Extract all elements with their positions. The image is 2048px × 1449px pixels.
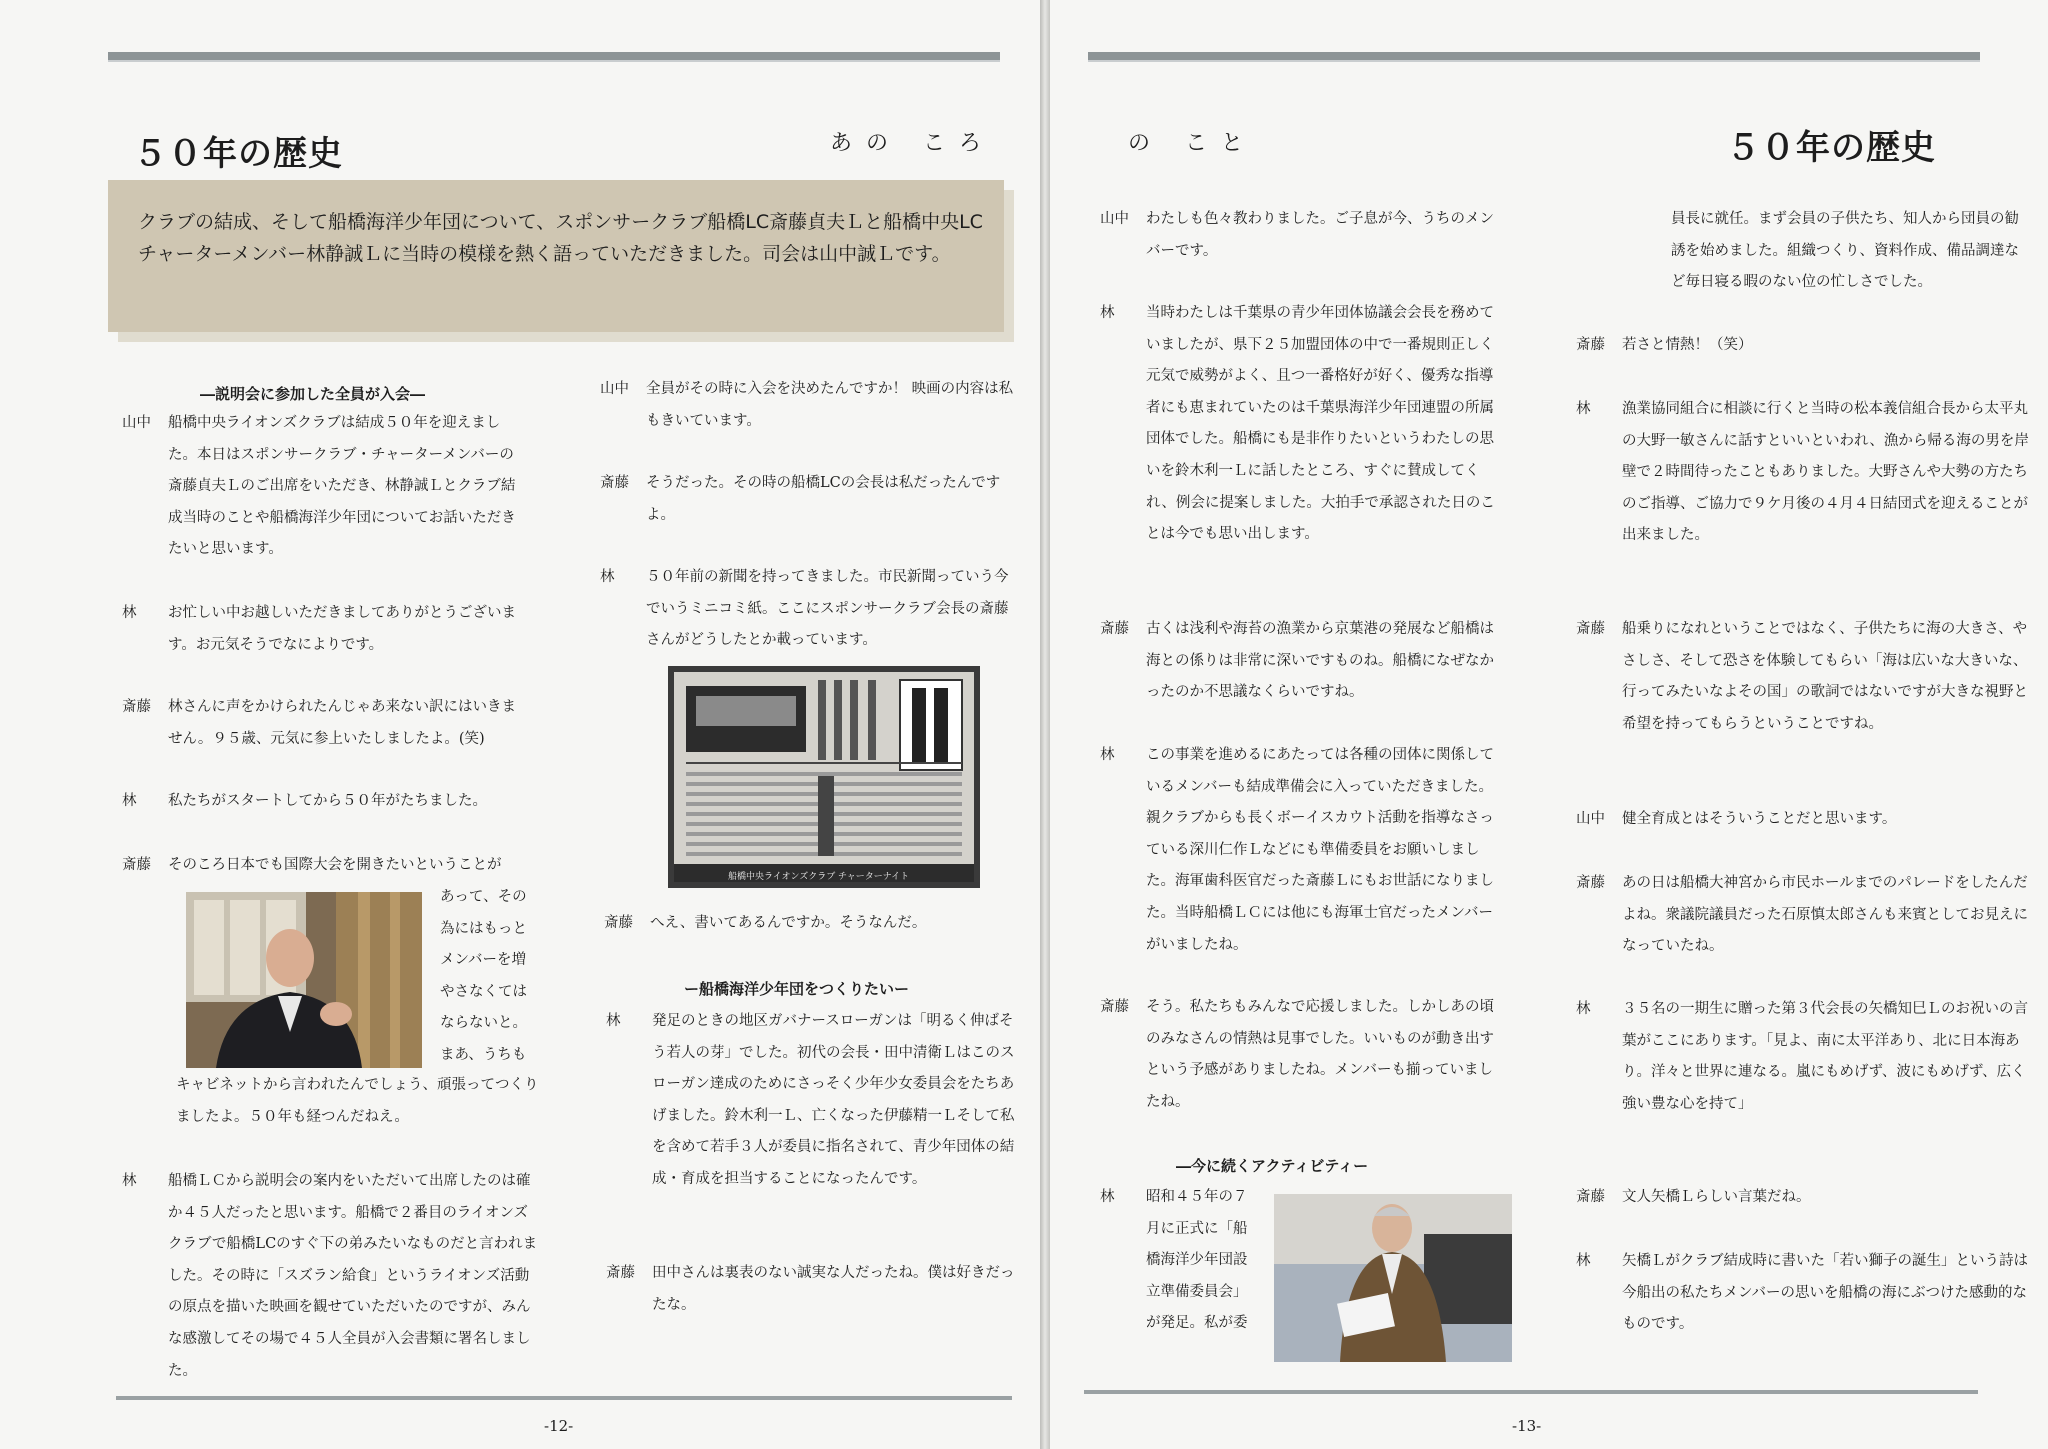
speaker-name: 斎藤 xyxy=(606,1265,635,1281)
dialogue-continuation xyxy=(1625,204,2029,299)
page-title: ５０年の歴史 xyxy=(133,134,343,174)
wrap-line: まあ、うちも xyxy=(440,1046,527,1063)
dialogue-text: ５０年前の新聞を持ってきました。市民新聞っていう今でいうミニコミ紙。ここにスポンサークラブ会長の斎藤さんがどうしたとか載っています。 xyxy=(646,569,1009,649)
speaker-name: 山中 xyxy=(122,415,151,431)
dialogue-entry xyxy=(122,408,522,566)
wrap-line: 橋海洋少年団設 xyxy=(1146,1252,1248,1269)
dialogue-entry xyxy=(1576,1246,2030,1341)
speaker-name: 斎藤 xyxy=(1576,875,1605,891)
dialogue-text: 員長に就任。まず会員の子供たち、知人から団員の勧誘を始めました。組織つくり、資料作成、備品調達など毎日寝る暇のない位の忙しさでした。 xyxy=(1671,211,2019,291)
dialogue-entry xyxy=(600,562,1015,657)
dialogue-entry xyxy=(122,598,522,661)
dialogue-entry xyxy=(1576,994,2030,1120)
wrap-line: ならないと。 xyxy=(440,1015,527,1032)
intro-box xyxy=(108,180,1004,332)
bottom-rule xyxy=(116,1396,1012,1400)
speaker-name: 斎藤 xyxy=(600,475,629,491)
right-page xyxy=(1050,0,2048,1449)
dialogue-entry xyxy=(122,786,522,818)
page-subtitle: の こと xyxy=(1128,131,1257,156)
speaker-name: 林 xyxy=(1576,401,1591,417)
dialogue-text: 船乗りになれということではなく、子供たちに海の大きさ、やさしさ、そして恐さを体験してもらい「海は広いな大きいな、行ってみたいなよその国」の歌詞ではないですが大きな視野と希望を持ってもらうということですね。 xyxy=(1622,621,2028,732)
book-gutter xyxy=(1040,0,1050,1449)
photo-elderly-man xyxy=(186,892,422,1068)
dialogue-text: あの日は船橋大神宮から市民ホールまでのパレードをしたんだよね。衆議院議員だった石原慎太郎さんも来賓としてお見えになっていたね。 xyxy=(1622,875,2028,955)
dialogue-text: キャビネットから言われたんでしょう、頑張ってつくりましたよ。５０年も経つんだねえ。 xyxy=(176,1077,539,1125)
newspaper-caption: 船橋中央ライオンズクラブ チャーターナイト xyxy=(728,872,910,882)
dialogue-entry xyxy=(1576,868,2030,963)
dialogue-entry xyxy=(1100,1182,1260,1340)
wrapped-text-lines xyxy=(440,882,560,1072)
speaker-name: 林 xyxy=(600,569,615,585)
dialogue-entry xyxy=(606,1258,1021,1321)
speaker-name: 林 xyxy=(1576,1001,1591,1017)
dialogue-entry xyxy=(604,908,1019,940)
dialogue-entry xyxy=(1576,330,2026,362)
dialogue-entry xyxy=(1576,1182,2030,1214)
page-number: -12- xyxy=(544,1417,574,1435)
dialogue-text: 全員がその時に入会を決めたんですか！ 映画の内容は私もきいています。 xyxy=(646,381,1014,429)
speaker-name: 斎藤 xyxy=(122,857,151,873)
dialogue-continuation xyxy=(176,1070,546,1133)
speaker-name: 斎藤 xyxy=(1576,337,1605,353)
wrap-line: 月に正式に「船 xyxy=(1146,1220,1248,1237)
dialogue-lines xyxy=(1146,1182,1260,1340)
newspaper-clipping-photo xyxy=(668,666,980,888)
dialogue-text: へえ、書いてあるんですか。そうなんだ。 xyxy=(650,915,927,931)
dialogue-entry xyxy=(1100,204,1500,267)
dialogue-text: 若さと情熱！（笑） xyxy=(1622,337,1753,353)
speaker-name: 斎藤 xyxy=(604,915,633,931)
dialogue-entry xyxy=(122,692,522,755)
dialogue-entry xyxy=(1100,298,1504,551)
dialogue-text: 当時わたしは千葉県の青少年団体協議会会長を務めていましたが、県下２５加盟団体の中で一番規則正しく元気で威勢がよく、且つ一番格好が好く、優秀な指導者にも恵まれていたのは千葉県海洋少年団連盟の所属団体でした。船橋にも是非作りたいというわたしの思いを鈴木利一Ｌに話したところ、すぐに賛成してくれ、例会に提案しました。大拍手で承認された日のことは今でも思い出します。 xyxy=(1146,305,1495,543)
dialogue-entry xyxy=(1100,614,1504,709)
dialogue-text: わたしも色々教わりました。ご子息が今、うちのメンバーです。 xyxy=(1146,211,1494,259)
wrap-line: が発足。私が委 xyxy=(1146,1315,1248,1332)
speaker-name: 林 xyxy=(1100,747,1115,763)
dialogue-text: この事業を進めるにあたっては各種の団体に関係しているメンバーも結成準備会に入っていただきました。親クラブからも長くボーイスカウト活動を指導なさっている深川仁作Ｌなどにも準備委員をお願いしました。海軍歯科医官だった斎藤Ｌにもお世話になりました。当時船橋ＬＣには他にも海軍士官だったメンバーがいましたね。 xyxy=(1146,747,1494,953)
page-subtitle: あの ころ xyxy=(830,131,995,156)
wrap-line: 立準備委員会」 xyxy=(1146,1283,1248,1300)
wrap-line: 為にはもっと xyxy=(440,920,527,937)
speaker-name: 林 xyxy=(122,793,137,809)
dialogue-text: 発足のときの地区ガバナースローガンは「明るく伸ばそう若人の芽」でした。初代の会長・田中清衛Ｌはこのスローガン達成のためにさっそく少年少女委員会をたちあげました。鈴木利一Ｌ、亡くなった伊藤精一Ｌそして私を含めて若手３人が委員に指名されて、青少年団体の結成・育成を担当することになったんです。 xyxy=(652,1013,1015,1187)
bottom-rule xyxy=(1084,1390,1978,1394)
dialogue-entry xyxy=(1576,804,2030,836)
speaker-name: 斎藤 xyxy=(1576,621,1605,637)
speaker-name: 斎藤 xyxy=(1100,621,1129,637)
dialogue-text: 林さんに声をかけられたんじゃあ来ない訳にはいきません。９５歳、元気に参上いたしましたよ。(笑) xyxy=(168,699,516,747)
dialogue-text: ３５名の一期生に贈った第３代会長の矢橋知巳Ｌのお祝いの言葉がここにあります。「見よ、南に太平洋あり、北に日本海あり。洋々と世界に連なる。嵐にもめげず、波にもめげず、広く強い豊な心を持て」 xyxy=(1622,1001,2028,1112)
section-heading: ―説明会に参加した全員が入会― xyxy=(200,385,426,403)
speaker-name: 林 xyxy=(1100,1189,1115,1205)
photo-man-reading xyxy=(1274,1194,1512,1362)
dialogue-entry xyxy=(606,1006,1021,1196)
wrap-line: 昭和４５年の７ xyxy=(1146,1189,1248,1205)
dialogue-text: 田中さんは裏表のない誠実な人だったね。僕は好きだったな。 xyxy=(652,1265,1015,1313)
dialogue-text: 文人矢橋Ｌらしい言葉だね。 xyxy=(1622,1189,1811,1205)
dialogue-entry xyxy=(1576,614,2030,740)
dialogue-entry xyxy=(600,374,1015,437)
dialogue-text: そのころ日本でも国際大会を開きたいということが xyxy=(168,857,502,873)
dialogue-entry xyxy=(1100,740,1504,961)
dialogue-entry xyxy=(1576,394,2030,552)
dialogue-text: 船橋ＬＣから説明会の案内をいただいて出席したのは確か４５人だったと思います。船橋で２番目のライオンズクラブで船橋LCのすぐ下の弟みたいなものだと言われました。その時に「スズラン給食」というライオンズ活動の原点を描いた映画を観せていただいたのですが、みんな感激してその場で４５人全員が入会書類に署名しました。 xyxy=(168,1173,538,1379)
section-heading: ー船橋海洋少年団をつくりたいー xyxy=(684,980,910,998)
dialogue-text: そうだった。その時の船橋LCの会長は私だったんですよ。 xyxy=(646,475,1001,523)
speaker-name: 林 xyxy=(122,1173,137,1189)
dialogue-text: 古くは浅利や海苔の漁業から京葉港の発展など船橋は海との係りは非常に深いですものね。船橋になぜなかったのか不思議なくらいですね。 xyxy=(1146,621,1494,701)
intro-text: クラブの結成、そして船橋海洋少年団について、スポンサークラブ船橋LC斎藤貞夫Ｌと船橋中央LCチャーターメンバー林静誠Ｌに当時の模様を熱く語っていただきました。司会は山中誠Ｌです。 xyxy=(138,211,983,265)
speaker-name: 山中 xyxy=(600,381,629,397)
wrap-line: やさなくては xyxy=(440,983,527,1000)
dialogue-entry xyxy=(122,850,542,882)
dialogue-text: そう。私たちもみんなで応援しました。しかしあの頃のみなさんの情熱は見事でした。いいものが動き出すという予感がありましたね。メンバーも揃っていましたね。 xyxy=(1146,999,1494,1110)
dialogue-text: 漁業協同組合に相談に行くと当時の松本義信組合長から太平丸の大野一敏さんに話すといいといわれ、漁から帰る海の男を岸壁で２時間待ったこともありました。大野さんや大勢の方たちのご指導、ご協力で９ケ月後の４月４日結団式を迎えることが出来ました。 xyxy=(1622,401,2029,544)
speaker-name: 斎藤 xyxy=(1100,999,1129,1015)
wrap-line: メンバーを増 xyxy=(440,952,526,969)
speaker-name: 林 xyxy=(122,605,137,621)
speaker-name: 山中 xyxy=(1576,811,1605,827)
top-rule xyxy=(108,52,1000,62)
section-heading: ―今に続くアクティビティー xyxy=(1176,1157,1369,1175)
page-number: -13- xyxy=(1512,1417,1542,1435)
dialogue-entry xyxy=(1100,992,1504,1118)
speaker-name: 斎藤 xyxy=(1576,1189,1605,1205)
dialogue-text: お忙しい中お越しいただきましてありがとうございます。お元気そうでなによりです。 xyxy=(168,605,516,653)
top-rule xyxy=(1088,52,1980,62)
wrap-line: あって、その xyxy=(440,889,527,905)
speaker-name: 林 xyxy=(606,1013,621,1029)
dialogue-text: 矢橋Ｌがクラブ結成時に書いた「若い獅子の誕生」という詩は今船出の私たちメンバーの思いを船橋の海にぶつけた感動的なものです。 xyxy=(1622,1253,2028,1333)
dialogue-text: 健全育成とはそういうことだと思います。 xyxy=(1622,811,1897,827)
speaker-name: 林 xyxy=(1100,305,1115,321)
dialogue-text: 船橋中央ライオンズクラブは結成５０年を迎えました。本日はスポンサークラブ・チャーターメンバーの斎藤貞夫Ｌのご出席をいただき、林静誠Ｌとクラブ結成当時のことや船橋海洋少年団についてお話いただきたいと思います。 xyxy=(168,415,516,558)
speaker-name: 斎藤 xyxy=(122,699,151,715)
speaker-name: 山中 xyxy=(1100,211,1129,227)
dialogue-text: 私たちがスタートしてから５０年がたちました。 xyxy=(168,793,487,809)
page-title: ５０年の歴史 xyxy=(1726,128,1936,168)
speaker-name: 林 xyxy=(1576,1253,1591,1269)
dialogue-entry xyxy=(600,468,1015,531)
dialogue-entry xyxy=(122,1166,542,1387)
